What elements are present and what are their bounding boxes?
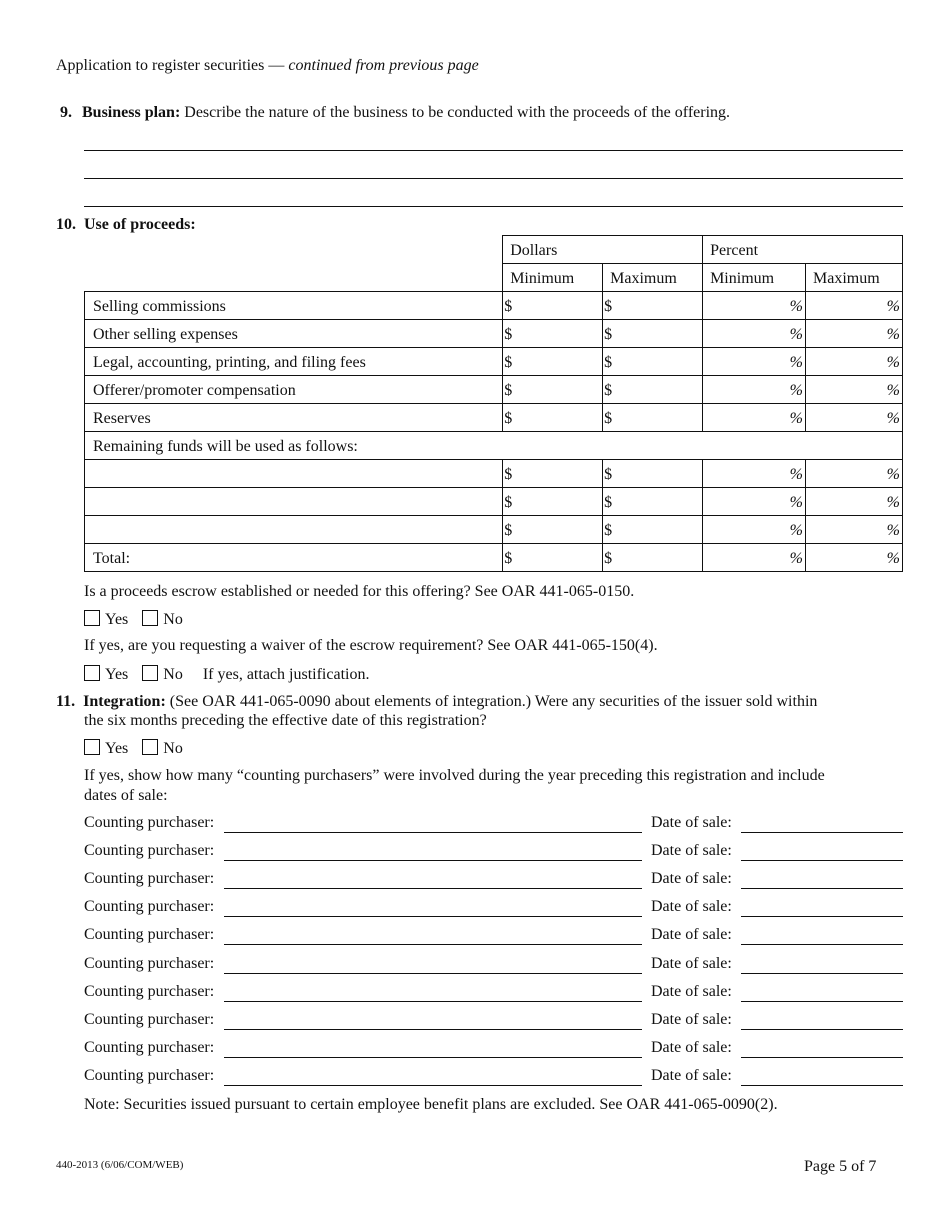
table-row [85,488,903,516]
date-of-sale-input[interactable] [741,1001,903,1002]
date-of-sale-label: Date of sale: [651,955,732,972]
purchaser-label: Counting purchaser: [84,955,215,972]
table-row [85,460,903,488]
escrow-question: Is a proceeds escrow established or needed for this offering? See OAR 441-065-0150. [84,583,635,600]
dollars-max-cell[interactable]: $ [603,404,703,432]
escrow-no-checkbox[interactable] [142,610,158,626]
waiver-no-label: No [163,666,183,683]
dollars-min-cell[interactable]: $ [503,404,603,432]
business-plan-line-3[interactable] [84,206,903,207]
purchaser-input[interactable] [224,916,642,917]
waiver-options [84,665,369,684]
purchaser-input[interactable] [224,832,642,833]
integration-no-checkbox[interactable] [142,739,158,755]
date-of-sale-input[interactable] [741,973,903,974]
integration-options [84,739,183,758]
total-label: Total: [85,544,503,572]
percent-max-cell[interactable]: % [806,320,903,348]
purchaser-label: Counting purchaser: [84,814,215,831]
date-of-sale-input[interactable] [741,1029,903,1030]
percent-min-cell[interactable]: % [703,404,806,432]
purchaser-input[interactable] [224,1001,642,1002]
date-of-sale-label: Date of sale: [651,898,732,915]
row-label-promoter-compensation: Offerer/promoter compensation [85,376,503,404]
date-of-sale-input[interactable] [741,1085,903,1086]
table-sub-header-row [85,264,903,292]
dollars-min-cell[interactable]: $ [503,320,603,348]
date-of-sale-label: Date of sale: [651,814,732,831]
col-dollars-minimum: Minimum [503,264,603,292]
percent-min-cell[interactable]: % [703,320,806,348]
page-number: Page 5 of 7 [804,1158,877,1175]
percent-min-cell[interactable]: % [703,516,806,544]
dollars-min-cell[interactable]: $ [503,292,603,320]
escrow-yes-label: Yes [105,611,129,628]
col-dollars-maximum: Maximum [603,264,703,292]
integration-yes-checkbox[interactable] [84,739,100,755]
purchaser-label: Counting purchaser: [84,1011,215,1028]
q9-text: Describe the nature of the business to be conducted with the proceeds of the offering. [184,104,731,121]
total-row [85,544,903,572]
date-of-sale-input[interactable] [741,944,903,945]
col-percent-maximum: Maximum [806,264,903,292]
q9-label: Business plan: [82,104,181,121]
q11-text-line1: (See OAR 441-065-0090 about elements of integration.) Were any securities of the issuer sold within [169,693,818,710]
waiver-yes-checkbox[interactable] [84,665,100,681]
page-header [56,57,479,75]
percent-max-cell[interactable]: % [806,292,903,320]
waiver-note: If yes, attach justification. [202,666,370,683]
percent-max-cell[interactable]: % [806,544,903,572]
dollars-min-cell[interactable]: $ [503,460,603,488]
purchaser-input[interactable] [224,944,642,945]
purchaser-input[interactable] [224,860,642,861]
percent-min-cell[interactable]: % [703,376,806,404]
purchaser-label: Counting purchaser: [84,1067,215,1084]
escrow-no-label: No [163,611,183,628]
table-row [85,320,903,348]
date-of-sale-input[interactable] [741,916,903,917]
q9-number: 9. [60,104,72,121]
col-group-percent: Percent [703,236,903,264]
escrow-yes-checkbox[interactable] [84,610,100,626]
date-of-sale-label: Date of sale: [651,1039,732,1056]
dollars-max-cell[interactable]: $ [603,488,703,516]
row-label-selling-commissions: Selling commissions [85,292,503,320]
header-continued: continued from previous page [288,57,479,74]
escrow-options [84,610,183,629]
dollars-max-cell[interactable]: $ [603,460,703,488]
remaining-use-description[interactable] [85,516,503,544]
percent-min-cell[interactable]: % [703,460,806,488]
table-row [85,516,903,544]
use-of-proceeds-table [84,235,903,572]
date-of-sale-input[interactable] [741,1057,903,1058]
purchaser-input[interactable] [224,1057,642,1058]
purchaser-label: Counting purchaser: [84,842,215,859]
counting-instructions-line2: dates of sale: [84,787,168,804]
percent-min-cell[interactable]: % [703,292,806,320]
dollars-min-cell[interactable]: $ [503,348,603,376]
purchaser-label: Counting purchaser: [84,898,215,915]
col-group-dollars: Dollars [503,236,703,264]
date-of-sale-label: Date of sale: [651,870,732,887]
remaining-use-description[interactable] [85,460,503,488]
dollars-max-cell[interactable]: $ [603,292,703,320]
purchaser-input[interactable] [224,973,642,974]
purchaser-label: Counting purchaser: [84,926,215,943]
business-plan-line-2[interactable] [84,178,903,179]
date-of-sale-label: Date of sale: [651,1011,732,1028]
remaining-funds-row [85,432,903,460]
question-11 [56,693,817,711]
date-of-sale-input[interactable] [741,888,903,889]
q11-number: 11. [56,693,76,710]
purchaser-label: Counting purchaser: [84,983,215,1000]
dollars-min-cell[interactable]: $ [503,488,603,516]
row-label-other-selling-expenses: Other selling expenses [85,320,503,348]
waiver-yes-label: Yes [105,666,129,683]
remaining-funds-label: Remaining funds will be used as follows: [85,432,903,460]
q10-label: Use of proceeds: [84,216,196,233]
dollars-max-cell[interactable]: $ [603,376,703,404]
percent-max-cell[interactable]: % [806,348,903,376]
table-row [85,292,903,320]
integration-yes-label: Yes [105,740,129,757]
purchaser-input[interactable] [224,888,642,889]
percent-min-cell[interactable]: % [703,488,806,516]
dollars-max-cell[interactable]: $ [603,320,703,348]
table-row [85,376,903,404]
percent-max-cell[interactable]: % [806,516,903,544]
counting-instructions-line1: If yes, show how many “counting purchasers” were involved during the year preceding this registration and include [84,767,825,784]
row-label-legal-fees: Legal, accounting, printing, and filing fees [85,348,503,376]
col-percent-minimum: Minimum [703,264,806,292]
percent-min-cell[interactable]: % [703,544,806,572]
q11-label: Integration: [83,693,166,710]
date-of-sale-label: Date of sale: [651,983,732,1000]
percent-max-cell[interactable]: % [806,460,903,488]
dollars-min-cell[interactable]: $ [503,376,603,404]
date-of-sale-input[interactable] [741,860,903,861]
waiver-no-checkbox[interactable] [142,665,158,681]
header-title: Application to register securities — [56,57,285,74]
row-label-reserves: Reserves [85,404,503,432]
question-9 [60,104,730,122]
business-plan-line-1[interactable] [84,150,903,151]
dollars-min-cell[interactable]: $ [503,544,603,572]
percent-max-cell[interactable]: % [806,488,903,516]
form-id: 440-2013 (6/06/COM/WEB) [56,1159,184,1171]
integration-no-label: No [163,740,183,757]
dollars-min-cell[interactable]: $ [503,516,603,544]
remaining-use-description[interactable] [85,488,503,516]
percent-min-cell[interactable]: % [703,348,806,376]
waiver-question: If yes, are you requesting a waiver of the escrow requirement? See OAR 441-065-150(4). [84,637,658,654]
percent-max-cell[interactable]: % [806,404,903,432]
purchaser-input[interactable] [224,1029,642,1030]
table-row [85,348,903,376]
purchaser-label: Counting purchaser: [84,870,215,887]
date-of-sale-input[interactable] [741,832,903,833]
percent-max-cell[interactable]: % [806,376,903,404]
date-of-sale-label: Date of sale: [651,926,732,943]
dollars-max-cell[interactable]: $ [603,544,703,572]
q11-text-line2: the six months preceding the effective date of this registration? [84,712,487,729]
question-10 [56,216,196,234]
date-of-sale-label: Date of sale: [651,842,732,859]
purchaser-label: Counting purchaser: [84,1039,215,1056]
q10-number: 10. [56,216,76,233]
purchaser-input[interactable] [224,1085,642,1086]
dollars-max-cell[interactable]: $ [603,348,703,376]
date-of-sale-label: Date of sale: [651,1067,732,1084]
exclusion-note: Note: Securities issued pursuant to certain employee benefit plans are excluded. See OAR 441-065-0090(2). [84,1096,778,1113]
table-row [85,404,903,432]
dollars-max-cell[interactable]: $ [603,516,703,544]
table-group-header-row [85,236,903,264]
